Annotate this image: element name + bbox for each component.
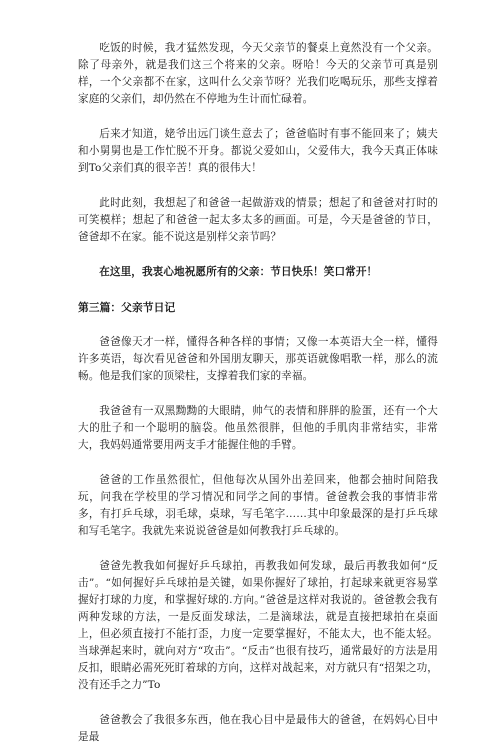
paragraph-dad-appearance: 我爸爸有一双黑黝黝的大眼睛，帅气的表情和胖胖的脸蛋，还有一个大大的肚子和一个聪明的脑袋。他虽然很胖，但他的手肌肉非常结实，非常大，我妈妈通常要用两支手才能握住他的手臂。 [78,405,438,451]
paragraph-fathers-busy: 后来才知道，姥爷出远门谈生意去了；爸爸临时有事不能回来了；姨夫和小舅舅也是工作忙脱不开身。都说父爱如山，父爱伟大，我今天真正体味到To父亲们真的很辛苦！真的很伟大！ [78,128,438,174]
paragraph-blessing: 在这里，我衷心地祝愿所有的父亲：节日快乐！笑口常开！ [99,266,378,278]
paragraph-dad-like-genius: 爸爸像天才一样，懂得各种各样的事情；又像一本英语大全一样，懂得许多英语，每次看见爸爸和外国朋友聊天，那英语就像唱歌一样，那么的流畅。他是我们家的顶梁柱，支撑着我们家的幸福。 [78,336,438,382]
paragraph-dad-taught-many-things: 爸爸教会了我很多东西，他在我心目中是最伟大的爸爸，在妈妈心目中是最 [78,714,438,743]
section-heading-third-part: 第三篇：父亲节日记 [78,301,176,314]
paragraph-ping-pong-lesson: 爸爸先教我如何握好乒乓球拍，再教我如何发球，最后再教我如何“反击”。“如何握好乒乓球拍是关键，如果你握好了球拍，打起球来就更容易掌握好打球的力度，和掌握好球的.方向。”爸爸是这样对我说的。爸爸教会我有两种发球的方法，一是反面发球法，二是滴球法，就是直接把球拍在桌面上，但必须直接打不能打歪，力度一定要掌握好，不能太大，也不能太轻。当球弹起来时，就向对方“攻击”。“反击”也很有技巧，通常最好的方法是用反扣，眼睛必需死死盯着球的方向，这样对战起来，对方就只有“招架之功，没有还手之力”To [78,560,438,691]
paragraph-no-father-at-table: 吃饭的时候，我才猛然发现，今天父亲节的餐桌上竟然没有一个父亲。除了母亲外，就是我们这三个将来的父亲。呀哈！今天的父亲节可真是别样，一个父亲都不在家，这叫什么父亲节呀？光我们吃喝玩乐，那些支撑着家庭的父亲们，却仍然在不停地为生计而忙碌着。 [78,42,438,105]
paragraph-memories-with-dad: 此时此刻，我想起了和爸爸一起做游戏的情景；想起了和爸爸对打时的可笑模样；想起了和爸爸一起太多太多的画面。可是，今天是爸爸的节日，爸爸却不在家。能不说这是别样父亲节吗？ [78,197,438,243]
paragraph-dad-teaches-me: 爸爸的工作虽然很忙，但他每次从国外出差回来，他都会抽时间陪我玩，问我在学校里的学习情况和同学之间的事情。爸爸教会我的事情非常多，有打乒乓球，羽毛球，桌球，写毛笔字……其中印象最深的是打乒乓球和写毛笔字。我就先来说说爸爸是如何教我打乒乓球的。 [78,474,438,537]
